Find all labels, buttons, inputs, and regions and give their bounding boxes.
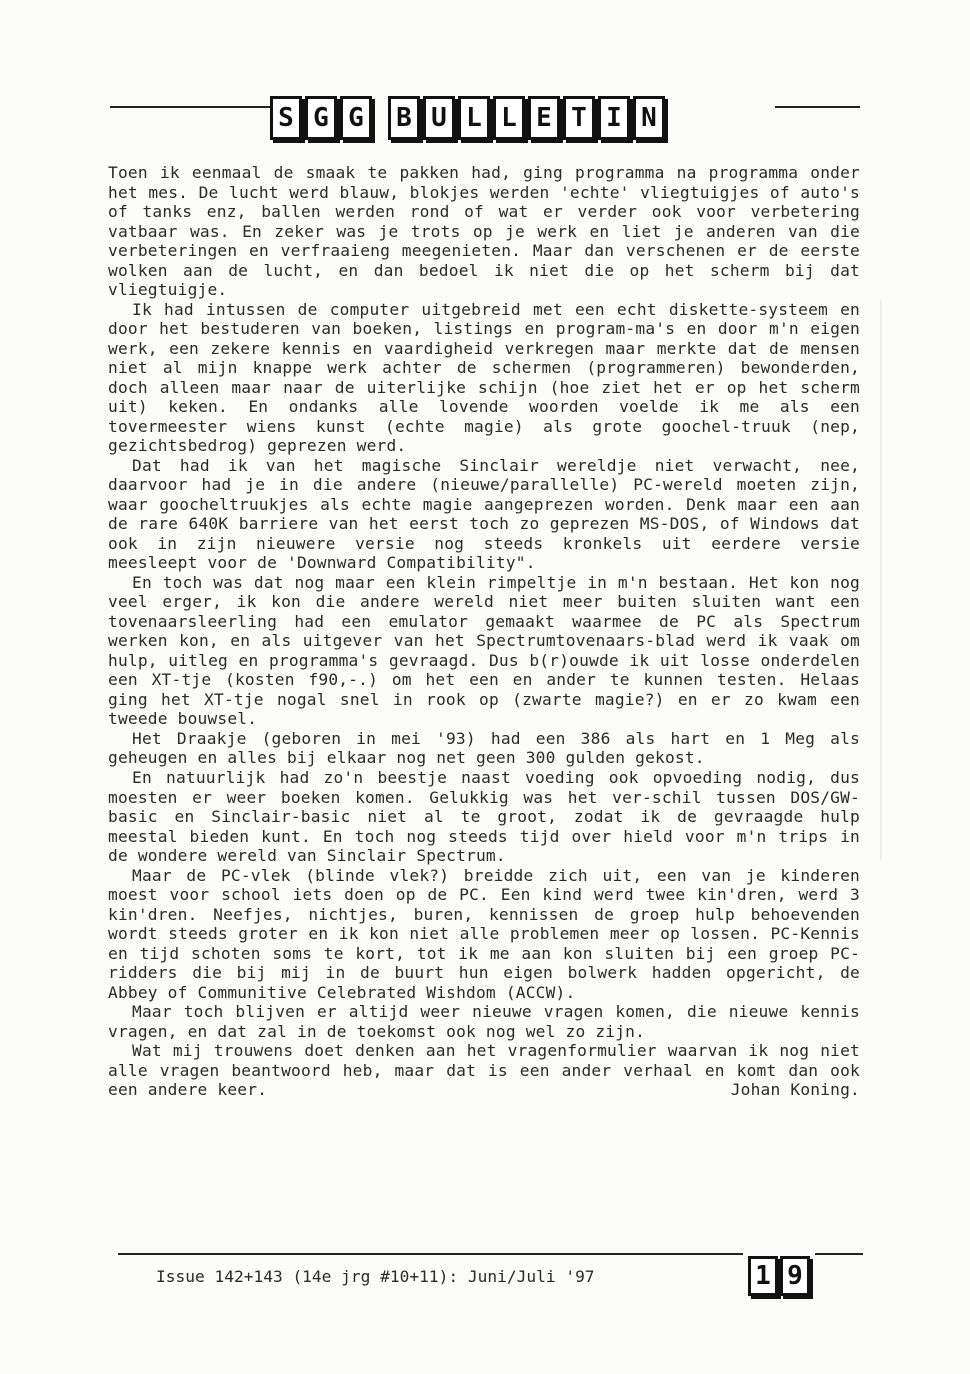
title-letter: G: [305, 96, 337, 140]
header-rule-left: [110, 106, 270, 108]
paragraph: En toch was dat nog maar een klein rimpeltje in m'n bestaan. Het kon nog veel erger, ik kon die andere wereld niet meer buiten sluiten want een tovenaarsleerling had een emulator gemaakt waarmee de PC als Spectrum werken kon, en als uitgever van het Spectrumtovenaars-blad werd ik vaak om hulp, uitleg en programma's gevraagd. Dus b(r)ouwde ik uit losse onderdelen een XT-tje (kosten f90,-.) om het een en ander te kunnen testen. Helaas ging het XT-tje nogal snel in rook op (zwarte magie?) en er zo kwam een tweede bouwsel.: [108, 572, 860, 729]
title-letter: G: [340, 96, 372, 140]
paragraph-last: [108, 1041, 860, 1100]
footer-rule-left: [118, 1253, 743, 1255]
paragraph: Ik had intussen de computer uitgebreid met een echt diskette-systeem en door het bestuderen van boeken, listings en program-ma's en door m'n eigen werk, een zekere kennis en vaardigheid verkregen maar merkte dat de mensen niet al mijn knappe werk achter de schermen (programmeren) bewonderden, doch alleen maar naar de uiterlijke schijn (hoe ziet het er op het scherm uit) keken. En ondanks alle lovende woorden voelde ik me als een tovermeester wiens kunst (echte magie) als grote goochel-truuk (nep, gezichtsbedrog) geprezen werd.: [108, 299, 860, 456]
page-number: [748, 1256, 810, 1296]
title-letter: N: [633, 96, 665, 140]
bulletin-header: [110, 96, 858, 144]
bleed-through: [880, 300, 942, 860]
paragraph: Dat had ik van het magische Sinclair wereldje niet verwacht, nee, daarvoor had je in die andere (nieuwe/parallelle) PC-wereld moeten zijn, waar goocheltruukjes als echte magie aangeprezen worden. Denk maar een aan de rare 640K barriere van het eerst toch zo geprezen MS-DOS, of Windows dat ook in zijn nieuwere versie nog steeds kronkels uit eerdere versie meesleept voor de 'Downward Compatibility".: [108, 455, 860, 573]
paragraph: Maar de PC-vlek (blinde vlek?) breidde zich uit, een van je kinderen moest voor school iets doen op de PC. Een kind werd twee kin'dren, werd 3 kin'dren. Neefjes, nichtjes, buren, kennissen de groep hulp behoevenden wordt steeds groter en ik kon niet alle problemen meer op lossen. PC-Kennis en tijd schoten soms te kort, tot ik me aan kon sluiten bij een groep PC-ridders die bij mij in de buurt hun eigen bolwerk hadden opgericht, de Abbey of Communitive Celebrated Wishdom (ACCW).: [108, 865, 860, 1002]
title-letter: L: [493, 96, 525, 140]
title-letter: E: [528, 96, 560, 140]
title-space: [375, 99, 385, 137]
page-digit: 1: [748, 1256, 778, 1296]
article-body: [108, 163, 860, 1100]
bulletin-title: [270, 96, 775, 140]
paragraph: Maar toch blijven er altijd weer nieuwe vragen komen, die nieuwe kennis vragen, en dat zal in de toekomst ook nog wel zo zijn.: [108, 1002, 860, 1041]
paragraph-text: Wat mij trouwens doet denken aan het vragenformulier waarvan ik nog niet alle vragen beantwoord heb, maar dat is een ander verhaal en komt dan ook een andere keer.: [108, 1041, 860, 1100]
paragraph: En natuurlijk had zo'n beestje naast voeding ook opvoeding nodig, dus moesten er weer boeken komen. Gelukkig was het ver-schil tussen DOS/GW-basic en Sinclair-basic niet al te groot, zodat ik de gevraagde hulp meestal bieden kunt. En toch nog steeds tijd over hield voor m'n trips in de wondere wereld van Sinclair Spectrum.: [108, 767, 860, 866]
issue-line: Issue 142+143 (14e jrg #10+11): Juni/Juli '97: [156, 1267, 595, 1286]
title-letter: U: [423, 96, 455, 140]
author-signature: Johan Koning.: [730, 1080, 860, 1100]
title-letter: B: [388, 96, 420, 140]
title-letter: T: [563, 96, 595, 140]
paragraph: Toen ik eenmaal de smaak te pakken had, ging programma na programma onder het mes. De lucht werd blauw, blokjes werden 'echte' vliegtuigjes of auto's of tanks enz, ballen werden rond of wat er verder ook voor verbetering vatbaar was. En zeker was je trots op je werk en liet je anderen van die verbeteringen en verfraaieng meegenieten. Maar dan verschenen er de eerste wolken aan de lucht, en dan bedoel ik niet die op het scherm bij dat vliegtuigje.: [108, 163, 860, 300]
page-digit: 9: [780, 1256, 810, 1296]
title-letter: I: [598, 96, 630, 140]
paragraph: Het Draakje (geboren in mei '93) had een 386 als hart en 1 Meg als geheugen en alles bij elkaar nog net geen 300 gulden gekost.: [108, 728, 860, 768]
footer-rule-right: [815, 1253, 863, 1255]
page-footer: [110, 1250, 862, 1298]
title-letter: L: [458, 96, 490, 140]
title-letter: S: [270, 96, 302, 140]
header-rule-right: [775, 106, 860, 108]
